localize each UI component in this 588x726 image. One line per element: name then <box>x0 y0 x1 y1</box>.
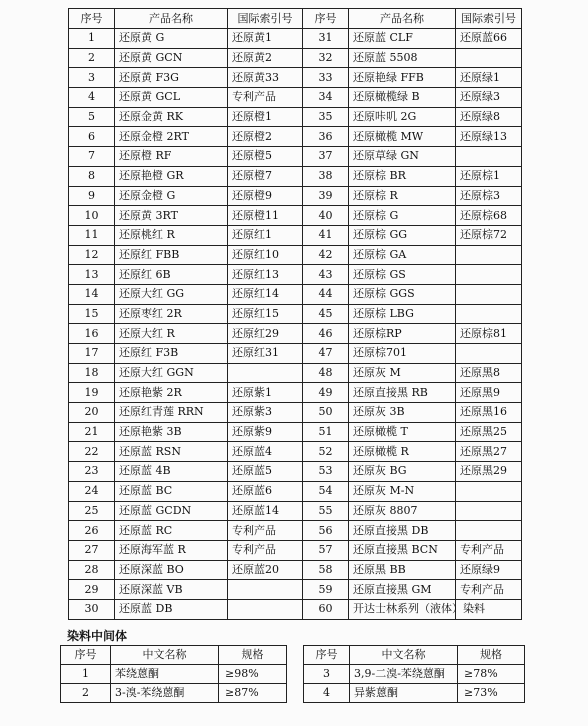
color-index-cell <box>456 265 522 285</box>
seq-cell: 32 <box>303 48 349 68</box>
product-name-cell: 还原蓝 5508 <box>349 48 456 68</box>
seq-cell: 11 <box>69 225 115 245</box>
color-index-cell: 还原橙9 <box>228 186 303 206</box>
product-name-cell: 还原棕 GA <box>349 245 456 265</box>
color-index-cell: 还原红31 <box>228 344 303 364</box>
product-name-cell: 还原棕701 <box>349 344 456 364</box>
seq-cell: 18 <box>69 363 115 383</box>
color-index-cell <box>456 48 522 68</box>
seq-cell: 10 <box>69 206 115 226</box>
product-name-cell: 还原灰 M <box>349 363 456 383</box>
header-seq: 序号 <box>69 9 115 29</box>
seq-cell: 3 <box>69 68 115 88</box>
color-index-cell: 还原黄1 <box>228 29 303 49</box>
product-name-cell: 还原棕 GG <box>349 225 456 245</box>
color-index-cell: 还原黄2 <box>228 48 303 68</box>
color-index-cell: 还原棕81 <box>456 324 522 344</box>
product-name-cell: 还原蓝 DB <box>115 599 228 619</box>
product-name-cell: 还原大红 GGN <box>115 363 228 383</box>
color-index-cell: 还原绿3 <box>456 88 522 108</box>
seq-cell: 2 <box>69 48 115 68</box>
seq-cell: 41 <box>303 225 349 245</box>
seq-cell: 46 <box>303 324 349 344</box>
color-index-cell <box>456 481 522 501</box>
seq-cell: 21 <box>69 422 115 442</box>
chinese-name-cell: 异紫蒽酮 <box>350 684 458 703</box>
chinese-name-cell: 3,9-二溴-苯绕蒽酮 <box>350 665 458 684</box>
seq-cell: 3 <box>304 665 350 684</box>
color-index-cell: 还原蓝20 <box>228 560 303 580</box>
seq-cell: 15 <box>69 304 115 324</box>
seq-cell: 42 <box>303 245 349 265</box>
seq-cell: 59 <box>303 580 349 600</box>
color-index-cell: 还原黑16 <box>456 403 522 423</box>
product-name-cell: 还原桃红 R <box>115 225 228 245</box>
color-index-cell <box>456 344 522 364</box>
color-index-cell <box>456 284 522 304</box>
product-name-cell: 还原蓝 BC <box>115 481 228 501</box>
color-index-cell: 专利产品 <box>228 540 303 560</box>
product-name-cell: 还原橙 RF <box>115 147 228 167</box>
color-index-cell <box>456 245 522 265</box>
seq-cell: 1 <box>69 29 115 49</box>
product-name-cell: 还原蓝 RSN <box>115 442 228 462</box>
seq-cell: 13 <box>69 265 115 285</box>
seq-cell: 17 <box>69 344 115 364</box>
color-index-cell: 专利产品 <box>228 521 303 541</box>
spec-cell: ≥87% <box>219 684 287 703</box>
seq-cell: 50 <box>303 403 349 423</box>
seq-cell: 27 <box>69 540 115 560</box>
product-name-cell: 还原草绿 GN <box>349 147 456 167</box>
product-name-cell: 还原灰 3B <box>349 403 456 423</box>
seq-cell: 2 <box>61 684 111 703</box>
product-name-cell: 还原棕 GGS <box>349 284 456 304</box>
table-row <box>69 29 522 49</box>
color-index-cell: 还原绿8 <box>456 107 522 127</box>
color-index-cell: 还原黑8 <box>456 363 522 383</box>
product-name-cell: 还原黑 BB <box>349 560 456 580</box>
product-name-cell: 还原大红 GG <box>115 284 228 304</box>
seq-cell: 56 <box>303 521 349 541</box>
product-name-cell: 还原深蓝 VB <box>115 580 228 600</box>
intermediates-table-left <box>60 645 287 703</box>
table-row <box>69 422 522 442</box>
product-name-cell: 还原直接黑 DB <box>349 521 456 541</box>
color-index-cell: 还原蓝5 <box>228 462 303 482</box>
header-seq: 序号 <box>304 646 350 665</box>
color-index-cell: 还原蓝66 <box>456 29 522 49</box>
color-index-cell: 还原橙2 <box>228 127 303 147</box>
product-name-cell: 还原红 6B <box>115 265 228 285</box>
table-row <box>69 127 522 147</box>
table-row <box>69 481 522 501</box>
seq-cell: 24 <box>69 481 115 501</box>
table-row <box>69 245 522 265</box>
color-index-cell: 还原橙7 <box>228 166 303 186</box>
product-name-cell: 还原艳紫 3B <box>115 422 228 442</box>
color-index-cell: 专利产品 <box>228 88 303 108</box>
table-row <box>69 147 522 167</box>
seq-cell: 8 <box>69 166 115 186</box>
seq-cell: 4 <box>69 88 115 108</box>
header-spec: 规格 <box>219 646 287 665</box>
seq-cell: 4 <box>304 684 350 703</box>
intermediate-rows <box>304 665 525 703</box>
header-chinese-name: 中文名称 <box>350 646 458 665</box>
seq-cell: 19 <box>69 383 115 403</box>
color-index-cell: 还原紫9 <box>228 422 303 442</box>
product-name-cell: 还原橄榄绿 B <box>349 88 456 108</box>
seq-cell: 6 <box>69 127 115 147</box>
table-row <box>69 166 522 186</box>
color-index-cell: 还原黑25 <box>456 422 522 442</box>
color-index-cell: 还原棕68 <box>456 206 522 226</box>
product-name-cell: 还原灰 BG <box>349 462 456 482</box>
seq-cell: 9 <box>69 186 115 206</box>
table-row <box>69 442 522 462</box>
seq-cell: 36 <box>303 127 349 147</box>
color-index-cell: 还原黑29 <box>456 462 522 482</box>
header-spec: 规格 <box>458 646 525 665</box>
product-name-cell: 还原黄 3RT <box>115 206 228 226</box>
header-color-index: 国际索引号 <box>456 9 522 29</box>
seq-cell: 37 <box>303 147 349 167</box>
chinese-name-cell: 3-溴-苯绕蒽酮 <box>111 684 219 703</box>
product-name-cell: 还原灰 8807 <box>349 501 456 521</box>
product-name-cell: 还原红青莲 RRN <box>115 403 228 423</box>
product-name-cell: 还原红 FBB <box>115 245 228 265</box>
seq-cell: 22 <box>69 442 115 462</box>
product-name-cell: 还原枣红 2R <box>115 304 228 324</box>
color-index-cell <box>456 501 522 521</box>
color-index-cell: 还原红10 <box>228 245 303 265</box>
product-name-cell: 还原蓝 GCDN <box>115 501 228 521</box>
seq-cell: 47 <box>303 344 349 364</box>
color-index-cell <box>228 580 303 600</box>
table-row <box>69 403 522 423</box>
seq-cell: 48 <box>303 363 349 383</box>
seq-cell: 1 <box>61 665 111 684</box>
header-product-name: 产品名称 <box>115 9 228 29</box>
product-name-cell: 还原橄榄 R <box>349 442 456 462</box>
seq-cell: 51 <box>303 422 349 442</box>
product-name-cell: 还原棕 R <box>349 186 456 206</box>
product-name-cell: 还原蓝 RC <box>115 521 228 541</box>
product-name-cell: 还原棕 GS <box>349 265 456 285</box>
color-index-cell: 还原绿13 <box>456 127 522 147</box>
color-index-cell: 还原红1 <box>228 225 303 245</box>
color-index-cell: 还原棕72 <box>456 225 522 245</box>
seq-cell: 52 <box>303 442 349 462</box>
color-index-cell: 还原橙1 <box>228 107 303 127</box>
product-name-cell: 还原直接黑 GM <box>349 580 456 600</box>
seq-cell: 39 <box>303 186 349 206</box>
color-index-cell: 还原绿1 <box>456 68 522 88</box>
seq-cell: 60 <box>303 599 349 619</box>
table-row <box>69 206 522 226</box>
product-name-cell: 还原咔叽 2G <box>349 107 456 127</box>
color-index-cell <box>456 521 522 541</box>
seq-cell: 31 <box>303 29 349 49</box>
seq-cell: 33 <box>303 68 349 88</box>
product-name-cell: 还原深蓝 BO <box>115 560 228 580</box>
product-name-cell: 还原黄 GCN <box>115 48 228 68</box>
table-row <box>69 599 522 619</box>
color-index-cell: 还原蓝4 <box>228 442 303 462</box>
table-row <box>69 521 522 541</box>
color-index-cell: 还原棕3 <box>456 186 522 206</box>
table-row <box>69 344 522 364</box>
header-seq: 序号 <box>61 646 111 665</box>
table-row <box>69 462 522 482</box>
color-index-cell: 还原棕1 <box>456 166 522 186</box>
table-row <box>69 88 522 108</box>
seq-cell: 45 <box>303 304 349 324</box>
color-index-cell <box>228 363 303 383</box>
product-name-cell: 还原棕RP <box>349 324 456 344</box>
product-name-cell: 还原金橙 2RT <box>115 127 228 147</box>
product-name-cell: 还原艳橙 GR <box>115 166 228 186</box>
color-index-cell: 还原蓝6 <box>228 481 303 501</box>
header-seq: 序号 <box>303 9 349 29</box>
color-index-cell <box>456 304 522 324</box>
header-chinese-name: 中文名称 <box>111 646 219 665</box>
seq-cell: 40 <box>303 206 349 226</box>
spec-cell: ≥73% <box>458 684 525 703</box>
seq-cell: 20 <box>69 403 115 423</box>
dye-product-table <box>68 8 522 620</box>
table-row <box>61 665 287 684</box>
seq-cell: 38 <box>303 166 349 186</box>
seq-cell: 49 <box>303 383 349 403</box>
intermediates-table-right <box>303 645 525 703</box>
table-row <box>69 324 522 344</box>
color-index-cell: 还原红13 <box>228 265 303 285</box>
dye-product-rows <box>69 29 522 620</box>
seq-cell: 14 <box>69 284 115 304</box>
table-row <box>69 540 522 560</box>
table-row <box>69 107 522 127</box>
color-index-cell: 还原紫3 <box>228 403 303 423</box>
product-name-cell: 还原棕 LBG <box>349 304 456 324</box>
color-index-cell: 还原红15 <box>228 304 303 324</box>
color-index-cell: 还原绿9 <box>456 560 522 580</box>
seq-cell: 30 <box>69 599 115 619</box>
color-index-cell: 还原蓝14 <box>228 501 303 521</box>
table-row <box>69 560 522 580</box>
spec-cell: ≥78% <box>458 665 525 684</box>
product-name-cell: 还原红 F3B <box>115 344 228 364</box>
color-index-cell: 还原橙11 <box>228 206 303 226</box>
table-header-row <box>304 646 525 665</box>
product-name-cell: 还原橄榄 T <box>349 422 456 442</box>
seq-cell: 58 <box>303 560 349 580</box>
seq-cell: 26 <box>69 521 115 541</box>
product-name-cell: 还原金黄 RK <box>115 107 228 127</box>
seq-cell: 43 <box>303 265 349 285</box>
product-name-cell: 还原大红 R <box>115 324 228 344</box>
table-row <box>304 684 525 703</box>
product-name-cell: 还原橄榄 MW <box>349 127 456 147</box>
product-name-cell: 开达士林系列（液体）染料 <box>349 599 456 619</box>
table-row <box>69 186 522 206</box>
product-name-cell: 还原金橙 G <box>115 186 228 206</box>
seq-cell: 5 <box>69 107 115 127</box>
seq-cell: 35 <box>303 107 349 127</box>
color-index-cell: 还原紫1 <box>228 383 303 403</box>
table-row <box>304 665 525 684</box>
product-name-cell: 还原黄 GCL <box>115 88 228 108</box>
seq-cell: 34 <box>303 88 349 108</box>
header-product-name: 产品名称 <box>349 9 456 29</box>
seq-cell: 25 <box>69 501 115 521</box>
product-name-cell: 还原灰 M-N <box>349 481 456 501</box>
color-index-cell <box>228 599 303 619</box>
product-name-cell: 还原艳紫 2R <box>115 383 228 403</box>
table-row <box>69 68 522 88</box>
table-row <box>69 363 522 383</box>
color-index-cell <box>456 147 522 167</box>
seq-cell: 54 <box>303 481 349 501</box>
table-row <box>69 48 522 68</box>
color-index-cell: 专利产品 <box>456 580 522 600</box>
table-row <box>69 304 522 324</box>
product-name-cell: 还原黄 F3G <box>115 68 228 88</box>
product-name-cell: 还原蓝 4B <box>115 462 228 482</box>
table-header-row <box>69 9 522 29</box>
color-index-cell: 还原橙5 <box>228 147 303 167</box>
table-row <box>69 284 522 304</box>
color-index-cell: 还原黑9 <box>456 383 522 403</box>
color-index-cell: 专利产品 <box>456 540 522 560</box>
table-row <box>61 684 287 703</box>
seq-cell: 23 <box>69 462 115 482</box>
product-name-cell: 还原直接黑 RB <box>349 383 456 403</box>
color-index-cell: 还原红14 <box>228 284 303 304</box>
seq-cell: 44 <box>303 284 349 304</box>
color-index-cell: 还原红29 <box>228 324 303 344</box>
table-row <box>69 383 522 403</box>
header-color-index: 国际索引号 <box>228 9 303 29</box>
table-row <box>69 265 522 285</box>
table-row <box>69 580 522 600</box>
seq-cell: 16 <box>69 324 115 344</box>
seq-cell: 12 <box>69 245 115 265</box>
color-index-cell: 还原黄33 <box>228 68 303 88</box>
table-header-row <box>61 646 287 665</box>
product-name-cell: 还原棕 BR <box>349 166 456 186</box>
table-row <box>69 501 522 521</box>
product-name-cell: 还原艳绿 FFB <box>349 68 456 88</box>
product-name-cell: 还原棕 G <box>349 206 456 226</box>
intermediate-rows <box>61 665 287 703</box>
product-name-cell: 还原黄 G <box>115 29 228 49</box>
table-row <box>69 225 522 245</box>
color-index-cell: 还原黑27 <box>456 442 522 462</box>
chinese-name-cell: 苯绕蒽酮 <box>111 665 219 684</box>
seq-cell: 55 <box>303 501 349 521</box>
product-name-cell: 还原蓝 CLF <box>349 29 456 49</box>
spec-cell: ≥98% <box>219 665 287 684</box>
section-title: 染料中间体 <box>67 629 128 643</box>
product-name-cell: 还原海军蓝 R <box>115 540 228 560</box>
product-name-cell: 还原直接黑 BCN <box>349 540 456 560</box>
seq-cell: 29 <box>69 580 115 600</box>
seq-cell: 53 <box>303 462 349 482</box>
seq-cell: 57 <box>303 540 349 560</box>
seq-cell: 7 <box>69 147 115 167</box>
seq-cell: 28 <box>69 560 115 580</box>
